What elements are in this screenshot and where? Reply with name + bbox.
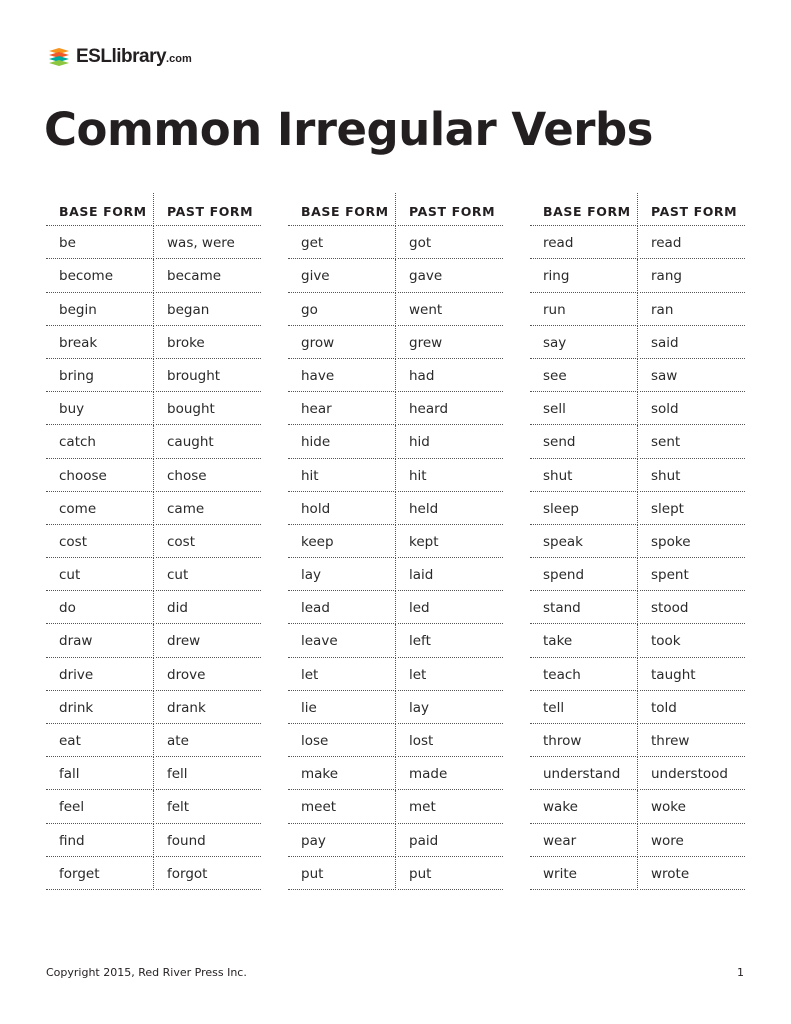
verb-row	[46, 624, 261, 657]
verb-row	[288, 326, 503, 359]
past-form-cell: threw	[638, 724, 745, 757]
past-form-cell: came	[154, 492, 261, 525]
column-header-base-form: BASE FORM	[530, 193, 638, 226]
past-form-cell: cost	[154, 525, 261, 558]
base-form-cell: take	[530, 624, 638, 657]
base-form-cell: sleep	[530, 492, 638, 525]
past-form-cell: gave	[396, 259, 503, 292]
table-header-row	[46, 193, 261, 226]
base-form-cell: do	[46, 591, 154, 624]
verb-row	[530, 724, 745, 757]
past-form-cell: shut	[638, 459, 745, 492]
verb-table-2	[288, 193, 503, 890]
base-form-cell: catch	[46, 425, 154, 458]
past-form-cell: chose	[154, 459, 261, 492]
base-form-cell: buy	[46, 392, 154, 425]
base-form-cell: shut	[530, 459, 638, 492]
past-form-cell: did	[154, 591, 261, 624]
base-form-cell: leave	[288, 624, 396, 657]
base-form-cell: throw	[530, 724, 638, 757]
verb-row	[46, 724, 261, 757]
verb-row	[288, 790, 503, 823]
verb-row	[46, 459, 261, 492]
past-form-cell: drank	[154, 691, 261, 724]
verb-row	[46, 857, 261, 890]
base-form-cell: eat	[46, 724, 154, 757]
past-form-cell: spent	[638, 558, 745, 591]
past-form-cell: broke	[154, 326, 261, 359]
verb-row	[46, 359, 261, 392]
verb-row	[530, 326, 745, 359]
past-form-cell: slept	[638, 492, 745, 525]
past-form-cell: cut	[154, 558, 261, 591]
verb-row	[288, 658, 503, 691]
past-form-cell: wrote	[638, 857, 745, 890]
base-form-cell: pay	[288, 824, 396, 857]
book-stack-icon	[46, 45, 72, 71]
verb-row	[288, 824, 503, 857]
base-form-cell: grow	[288, 326, 396, 359]
past-form-cell: told	[638, 691, 745, 724]
past-form-cell: got	[396, 226, 503, 259]
past-form-cell: put	[396, 857, 503, 890]
verb-table-3	[530, 193, 745, 890]
verb-row	[288, 624, 503, 657]
verb-table-1	[46, 193, 261, 890]
verb-row	[288, 425, 503, 458]
base-form-cell: keep	[288, 525, 396, 558]
base-form-cell: wake	[530, 790, 638, 823]
column-header-base-form: BASE FORM	[46, 193, 154, 226]
brand-logo	[46, 44, 192, 72]
past-form-cell: found	[154, 824, 261, 857]
base-form-cell: be	[46, 226, 154, 259]
base-form-cell: put	[288, 857, 396, 890]
past-form-cell: woke	[638, 790, 745, 823]
base-form-cell: cost	[46, 525, 154, 558]
base-form-cell: hide	[288, 425, 396, 458]
past-form-cell: made	[396, 757, 503, 790]
brand-suffix: .com	[166, 53, 192, 65]
base-form-cell: hold	[288, 492, 396, 525]
past-form-cell: had	[396, 359, 503, 392]
base-form-cell: lose	[288, 724, 396, 757]
past-form-cell: drove	[154, 658, 261, 691]
past-form-cell: ran	[638, 293, 745, 326]
verb-row	[46, 790, 261, 823]
base-form-cell: fall	[46, 757, 154, 790]
past-form-cell: heard	[396, 392, 503, 425]
base-form-cell: hear	[288, 392, 396, 425]
verb-row	[288, 492, 503, 525]
past-form-cell: read	[638, 226, 745, 259]
verb-row	[530, 425, 745, 458]
verb-row	[46, 591, 261, 624]
verb-row	[530, 824, 745, 857]
verb-row	[530, 757, 745, 790]
column-header-past-form: PAST FORM	[638, 193, 745, 226]
past-form-cell: grew	[396, 326, 503, 359]
past-form-cell: said	[638, 326, 745, 359]
base-form-cell: cut	[46, 558, 154, 591]
verb-row	[530, 392, 745, 425]
verb-row	[46, 226, 261, 259]
verb-row	[46, 824, 261, 857]
verb-row	[46, 425, 261, 458]
verb-row	[530, 591, 745, 624]
verb-row	[530, 691, 745, 724]
base-form-cell: make	[288, 757, 396, 790]
base-form-cell: understand	[530, 757, 638, 790]
past-form-cell: lost	[396, 724, 503, 757]
past-form-cell: stood	[638, 591, 745, 624]
base-form-cell: meet	[288, 790, 396, 823]
past-form-cell: met	[396, 790, 503, 823]
base-form-cell: sell	[530, 392, 638, 425]
verb-row	[46, 525, 261, 558]
past-form-cell: took	[638, 624, 745, 657]
past-form-cell: felt	[154, 790, 261, 823]
base-form-cell: lie	[288, 691, 396, 724]
past-form-cell: forgot	[154, 857, 261, 890]
past-form-cell: let	[396, 658, 503, 691]
past-form-cell: hid	[396, 425, 503, 458]
verb-row	[46, 293, 261, 326]
past-form-cell: saw	[638, 359, 745, 392]
table-header-row	[530, 193, 745, 226]
verb-row	[46, 558, 261, 591]
base-form-cell: speak	[530, 525, 638, 558]
page-number: 1	[737, 966, 744, 979]
base-form-cell: begin	[46, 293, 154, 326]
base-form-cell: say	[530, 326, 638, 359]
base-form-cell: become	[46, 259, 154, 292]
column-header-past-form: PAST FORM	[396, 193, 503, 226]
verb-row	[530, 525, 745, 558]
base-form-cell: write	[530, 857, 638, 890]
verb-row	[288, 259, 503, 292]
past-form-cell: wore	[638, 824, 745, 857]
base-form-cell: send	[530, 425, 638, 458]
verb-row	[46, 658, 261, 691]
past-form-cell: taught	[638, 658, 745, 691]
base-form-cell: lay	[288, 558, 396, 591]
verb-row	[530, 790, 745, 823]
base-form-cell: run	[530, 293, 638, 326]
past-form-cell: led	[396, 591, 503, 624]
verb-row	[288, 293, 503, 326]
base-form-cell: let	[288, 658, 396, 691]
past-form-cell: lay	[396, 691, 503, 724]
past-form-cell: spoke	[638, 525, 745, 558]
past-form-cell: went	[396, 293, 503, 326]
base-form-cell: teach	[530, 658, 638, 691]
verb-row	[46, 492, 261, 525]
verb-row	[46, 326, 261, 359]
base-form-cell: draw	[46, 624, 154, 657]
base-form-cell: come	[46, 492, 154, 525]
verb-row	[530, 459, 745, 492]
base-form-cell: forget	[46, 857, 154, 890]
past-form-cell: sent	[638, 425, 745, 458]
base-form-cell: feel	[46, 790, 154, 823]
base-form-cell: stand	[530, 591, 638, 624]
base-form-cell: go	[288, 293, 396, 326]
base-form-cell: get	[288, 226, 396, 259]
past-form-cell: caught	[154, 425, 261, 458]
verb-row	[530, 624, 745, 657]
verb-row	[288, 459, 503, 492]
verb-row	[46, 392, 261, 425]
past-form-cell: understood	[638, 757, 745, 790]
base-form-cell: give	[288, 259, 396, 292]
base-form-cell: drive	[46, 658, 154, 691]
past-form-cell: left	[396, 624, 503, 657]
column-header-past-form: PAST FORM	[154, 193, 261, 226]
verb-row	[288, 591, 503, 624]
past-form-cell: was, were	[154, 226, 261, 259]
verb-row	[288, 757, 503, 790]
brand-name: ESLlibrary.com	[76, 46, 192, 67]
past-form-cell: paid	[396, 824, 503, 857]
table-header-row	[288, 193, 503, 226]
past-form-cell: brought	[154, 359, 261, 392]
base-form-cell: see	[530, 359, 638, 392]
base-form-cell: wear	[530, 824, 638, 857]
verb-row	[46, 757, 261, 790]
page-title: Common Irregular Verbs	[44, 103, 653, 156]
past-form-cell: became	[154, 259, 261, 292]
past-form-cell: began	[154, 293, 261, 326]
verb-row	[288, 558, 503, 591]
verb-row	[530, 293, 745, 326]
column-header-base-form: BASE FORM	[288, 193, 396, 226]
past-form-cell: fell	[154, 757, 261, 790]
verb-row	[530, 226, 745, 259]
verb-row	[288, 857, 503, 890]
base-form-cell: spend	[530, 558, 638, 591]
past-form-cell: sold	[638, 392, 745, 425]
past-form-cell: bought	[154, 392, 261, 425]
base-form-cell: hit	[288, 459, 396, 492]
verb-row	[288, 226, 503, 259]
verb-row	[288, 392, 503, 425]
base-form-cell: find	[46, 824, 154, 857]
verb-row	[288, 724, 503, 757]
past-form-cell: hit	[396, 459, 503, 492]
base-form-cell: choose	[46, 459, 154, 492]
verb-row	[530, 857, 745, 890]
past-form-cell: rang	[638, 259, 745, 292]
verb-row	[46, 691, 261, 724]
past-form-cell: laid	[396, 558, 503, 591]
past-form-cell: drew	[154, 624, 261, 657]
verb-row	[530, 359, 745, 392]
base-form-cell: bring	[46, 359, 154, 392]
base-form-cell: read	[530, 226, 638, 259]
verb-row	[46, 259, 261, 292]
verb-row	[530, 658, 745, 691]
verb-row	[288, 525, 503, 558]
base-form-cell: break	[46, 326, 154, 359]
verb-row	[530, 558, 745, 591]
base-form-cell: lead	[288, 591, 396, 624]
base-form-cell: ring	[530, 259, 638, 292]
base-form-cell: drink	[46, 691, 154, 724]
past-form-cell: ate	[154, 724, 261, 757]
past-form-cell: kept	[396, 525, 503, 558]
copyright-notice: Copyright 2015, Red River Press Inc.	[46, 966, 247, 979]
verb-row	[530, 259, 745, 292]
verb-row	[530, 492, 745, 525]
past-form-cell: held	[396, 492, 503, 525]
base-form-cell: have	[288, 359, 396, 392]
base-form-cell: tell	[530, 691, 638, 724]
verb-row	[288, 691, 503, 724]
verb-row	[288, 359, 503, 392]
